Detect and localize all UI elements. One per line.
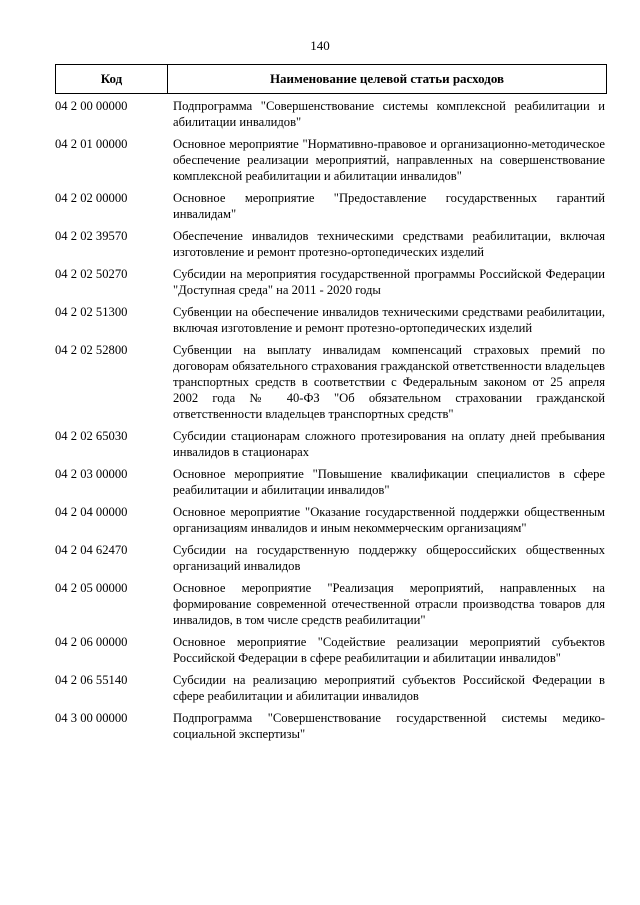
table-row bbox=[55, 634, 607, 666]
row-code: 04 2 06 55140 bbox=[55, 673, 128, 687]
row-code: 04 2 02 50270 bbox=[55, 267, 128, 281]
row-name: Основное мероприятие "Оказание государственной поддержки общественным организациям инвалидов и иным некоммерческим организациям" bbox=[173, 505, 605, 535]
row-code: 04 2 04 62470 bbox=[55, 543, 128, 557]
row-name: Основное мероприятие "Содействие реализации мероприятий субъектов Российской Федерации в сфере реабилитации и абилитации инвалидов" bbox=[173, 635, 605, 665]
table-row bbox=[55, 710, 607, 742]
row-code: 04 2 05 00000 bbox=[55, 581, 128, 595]
header-name: Наименование целевой статьи расходов bbox=[269, 71, 505, 86]
row-code: 04 2 02 52800 bbox=[55, 343, 128, 357]
row-code: 04 2 04 00000 bbox=[55, 505, 128, 519]
table-row bbox=[55, 542, 607, 574]
table-row bbox=[55, 266, 607, 298]
row-code: 04 2 02 39570 bbox=[55, 229, 128, 243]
row-name: Обеспечение инвалидов техническими средствами реабилитации, включая изготовление и ремонт протезно-ортопедических изделий bbox=[173, 229, 605, 259]
row-code: 04 2 02 00000 bbox=[55, 191, 128, 205]
table-header bbox=[55, 64, 607, 94]
row-code: 04 2 01 00000 bbox=[55, 137, 128, 151]
row-name: Подпрограмма "Совершенствование системы комплексной реабилитации и абилитации инвалидов" bbox=[173, 99, 605, 129]
table-row bbox=[55, 136, 607, 184]
row-code: 04 2 03 00000 bbox=[55, 467, 128, 481]
row-name: Основное мероприятие "Нормативно-правовое и организационно-методическое обеспечение реализации мероприятий, направленных на совершенствование комплексной реабилитации и абилитации инвалидов" bbox=[173, 137, 605, 183]
table-row bbox=[55, 342, 607, 422]
row-code: 04 2 00 00000 bbox=[55, 99, 128, 113]
row-name: Субсидии на мероприятия государственной программы Российской Федерации "Доступная среда" на 2011 - 2020 годы bbox=[173, 267, 605, 297]
row-name: Субсидии на реализацию мероприятий субъектов Российской Федерации в сфере реабилитации и абилитации инвалидов bbox=[173, 673, 605, 703]
row-name: Подпрограмма "Совершенствование государственной системы медико-социальной экспертизы" bbox=[173, 711, 605, 741]
page-number: 140 bbox=[310, 38, 330, 53]
row-code: 04 2 06 00000 bbox=[55, 635, 128, 649]
table-row bbox=[55, 672, 607, 704]
table-row bbox=[55, 580, 607, 628]
row-name: Субвенции на обеспечение инвалидов техническими средствами реабилитации, включая изготовление и ремонт протезно-ортопедических изделий bbox=[173, 305, 605, 335]
table-body bbox=[55, 98, 607, 742]
row-name: Основное мероприятие "Реализация мероприятий, направленных на формирование современной отечественной отрасли производства товаров для инвалидов, в том числе средств реабилитации" bbox=[173, 581, 605, 627]
row-code: 04 3 00 00000 bbox=[55, 711, 128, 725]
row-code: 04 2 02 51300 bbox=[55, 305, 128, 319]
header-code: Код bbox=[56, 65, 168, 93]
row-name: Субсидии на государственную поддержку общероссийских общественных организаций инвалидов bbox=[173, 543, 605, 573]
table-row bbox=[55, 190, 607, 222]
row-code: 04 2 02 65030 bbox=[55, 429, 128, 443]
row-name: Основное мероприятие "Повышение квалификации специалистов в сфере реабилитации и абилитации инвалидов" bbox=[173, 467, 605, 497]
table-row bbox=[55, 304, 607, 336]
table-row bbox=[55, 428, 607, 460]
table-row bbox=[55, 98, 607, 130]
budget-codes-table bbox=[55, 64, 607, 742]
table-row bbox=[55, 504, 607, 536]
table-row bbox=[55, 228, 607, 260]
row-name: Субвенции на выплату инвалидам компенсаций страховых премий по договорам обязательного страхования гражданской ответственности владельцев транспортных средств в соответствии с Федеральным законом от 25 апреля 2002 года № 40-ФЗ "Об обязательном страховании гражданской ответственности владельцев транспортных средств" bbox=[173, 343, 605, 421]
row-name: Субсидии стационарам сложного протезирования на оплату дней пребывания инвалидов в стационарах bbox=[173, 429, 605, 459]
row-name: Основное мероприятие "Предоставление государственных гарантий инвалидам" bbox=[173, 191, 605, 221]
table-row bbox=[55, 466, 607, 498]
